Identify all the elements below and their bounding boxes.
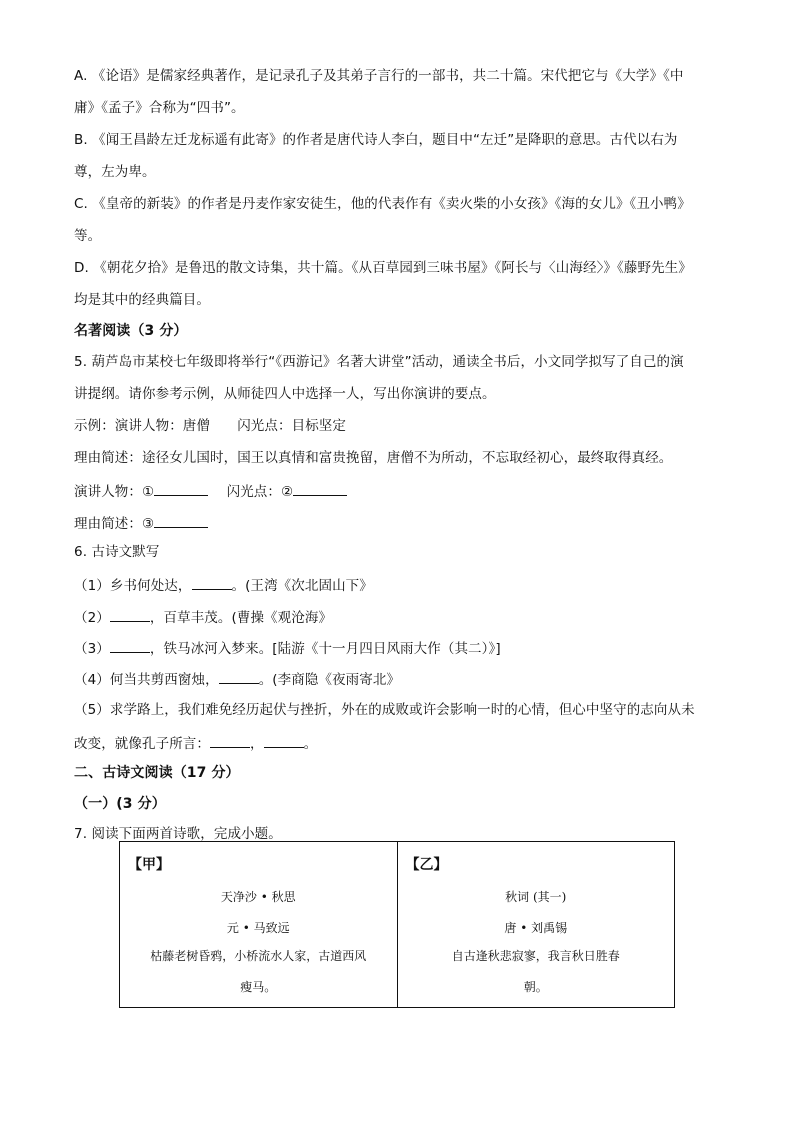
q6-item3-blank[interactable] [110, 638, 150, 653]
poem-jia-body [128, 941, 389, 1003]
poem-jia-line2: 瘦马。 [240, 980, 277, 994]
q6-item3 [74, 638, 501, 658]
q5-highlight-label: 闪光点：② [226, 484, 294, 500]
q6-item1-source: 。(王湾《次北固山下》 [231, 578, 373, 594]
q5-reason-label: 理由简述：③ [74, 516, 155, 532]
q6-item3-number: （3） [74, 641, 110, 657]
q5-answer-row1 [74, 481, 347, 501]
q6-item4 [74, 669, 400, 689]
q5-reason-example: 理由简述：途径女儿国时，国王以真情和富贵挽留，唐僧不为所动，不忘取经初心，最终取得真经。 [74, 450, 673, 466]
poem-yi-title: 秋词 (其一) [505, 890, 567, 904]
q6-title: 6. 古诗文默写 [74, 544, 160, 560]
q6-item5-blank1[interactable] [210, 733, 250, 748]
q6-item2-number: （2） [74, 610, 110, 626]
q6-item5-period: 。 [303, 736, 318, 752]
section-two-heading: 二、古诗文阅读（17 分） [74, 765, 240, 781]
poem-jia-line1: 枯藤老树昏鸦，小桥流水人家，古道西风 [150, 949, 367, 963]
q5-answer-row2 [74, 513, 208, 533]
option-a-line1: A. 《论语》是儒家经典著作，是记录孔子及其弟子言行的一部书，共二十篇。宋代把它与《大学》《中 [74, 68, 684, 84]
q6-item3-text: ，铁马冰河入梦来。[陆游《十一月四日风雨大作（其二）》] [149, 641, 501, 657]
q5-highlight-blank[interactable] [293, 481, 347, 496]
q6-item5-line2 [74, 733, 317, 753]
q5-example: 示例：演讲人物：唐僧 闪光点：目标坚定 [74, 418, 346, 434]
poems-table [119, 841, 675, 1008]
q6-item4-source: 。(李商隐《夜雨寄北》 [258, 672, 401, 688]
q7-title: 7. 阅读下面两首诗歌，完成小题。 [74, 826, 282, 842]
q6-item5-text: 改变，就像孔子所言： [74, 736, 210, 752]
poem-yi-label: 【乙】 [405, 857, 448, 873]
q5-person-blank[interactable] [154, 481, 208, 496]
q6-item1-text: （1）乡书何处达， [74, 578, 192, 594]
poem-yi-body [406, 941, 667, 1003]
q6-item4-blank[interactable] [219, 669, 259, 684]
q6-item5-comma: ， [250, 736, 264, 752]
poem-jia-author: 元 • 马致远 [226, 921, 290, 935]
option-b-line2: 尊，左为卑。 [74, 164, 156, 180]
poem-jia-label: 【甲】 [128, 857, 170, 873]
option-c-line1: C. 《皇帝的新装》的作者是丹麦作家安徒生，他的代表作有《卖火柴的小女孩》《海的女儿》《丑小鸭》 [74, 196, 691, 212]
q6-item1 [74, 575, 373, 595]
option-d-line2: 均是其中的经典篇目。 [74, 292, 210, 308]
q6-item4-text: （4）何当共剪西窗烛， [74, 672, 219, 688]
q5-person-label: 演讲人物：① [74, 484, 155, 500]
q6-item2-blank[interactable] [110, 607, 150, 622]
q5-line2: 讲提纲。请你参考示例，从师徒四人中选择一人，写出你演讲的要点。 [74, 386, 496, 402]
q6-item5-blank2[interactable] [264, 733, 304, 748]
poem-yi-cell [397, 842, 675, 1008]
q6-item5-line1: （5）求学路上，我们难免经历起伏与挫折，外在的成败或许会影响一时的心情，但心中坚守的志向从未 [74, 702, 695, 718]
q6-item1-blank[interactable] [192, 575, 232, 590]
q5-line1: 5. 葫芦岛市某校七年级即将举行“《西游记》名著大讲堂”活动，通读全书后，小文同学拟写了自己的演 [74, 354, 684, 370]
poem-jia-cell [120, 842, 398, 1008]
poem-yi-line2: 朝。 [523, 980, 548, 994]
option-d-line1: D. 《朝花夕拾》是鲁迅的散文诗集，共十篇。《从百草园到三味书屋》《阿长与〈山海经〉》《藤野先生》 [74, 260, 692, 276]
poem-yi-author: 唐 • 刘禹锡 [504, 921, 568, 935]
section-famous-books-heading: 名著阅读（3 分） [74, 323, 188, 339]
option-c-line2: 等。 [74, 228, 102, 244]
option-a-line2: 庸》《孟子》合称为“四书”。 [74, 100, 245, 116]
subsection-one-heading: （一）(3 分） [74, 796, 166, 812]
poem-jia-title: 天净沙 • 秋思 [220, 890, 296, 904]
q6-item2-text: ，百草丰茂。(曹操《观沧海》 [149, 610, 333, 626]
poem-yi-line1: 自古逢秋悲寂寥，我言秋日胜春 [451, 949, 620, 963]
option-b-line1: B. 《闻王昌龄左迁龙标遥有此寄》的作者是唐代诗人李白，题目中“左迁”是降职的意思。古代以右为 [74, 132, 678, 148]
q5-reason-blank[interactable] [154, 513, 208, 528]
q6-item2 [74, 607, 332, 627]
